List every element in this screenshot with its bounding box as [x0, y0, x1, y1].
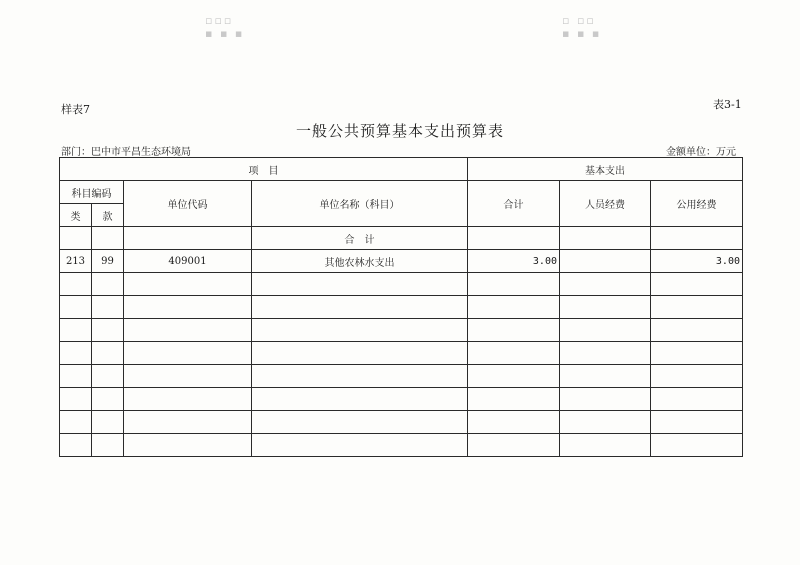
- amount-unit-label: 金额单位：万元: [666, 147, 736, 158]
- cell-class: 213: [60, 250, 92, 273]
- empty-row: [60, 388, 743, 411]
- table-header-row: [60, 181, 743, 204]
- empty-row: [60, 273, 743, 296]
- department-label: 部门：巴中市平昌生态环境局: [61, 147, 191, 158]
- header-unit-code: 单位代码: [124, 181, 252, 227]
- group-header-basic-expenditure: 基本支出: [468, 158, 743, 181]
- header-total: 合计: [468, 181, 560, 227]
- header-unit-name: 单位名称（科目）: [252, 181, 468, 227]
- header-section: 款: [92, 204, 124, 227]
- empty-rows: [60, 273, 743, 457]
- empty-row: [60, 365, 743, 388]
- header-subject-code: 科目编码: [60, 181, 124, 204]
- table-row: [60, 250, 743, 273]
- table-group-header-row: [60, 158, 743, 181]
- cell-section: 99: [92, 250, 124, 273]
- header-class: 类: [60, 204, 92, 227]
- empty-row: [60, 342, 743, 365]
- empty-row: [60, 434, 743, 457]
- header-personnel-expense: 人员经费: [560, 181, 651, 227]
- cell-unit-code: 409001: [124, 250, 252, 273]
- total-row: [60, 227, 743, 250]
- empty-row: [60, 319, 743, 342]
- empty-row: [60, 296, 743, 319]
- table-number: 表3-1: [713, 98, 742, 111]
- scan-smudge-right: ▫ ▫▫ ▪ ▪ ▪: [562, 14, 602, 40]
- empty-row: [60, 411, 743, 434]
- cell-public: 3.00: [651, 250, 743, 273]
- cell-unit-name: 其他农林水支出: [252, 250, 468, 273]
- cell-total: 3.00: [468, 250, 560, 273]
- scan-smudge-left: ▫▫▫ ▪ ▪ ▪: [205, 14, 245, 40]
- group-header-item: 项 目: [60, 158, 468, 181]
- page-title: 一般公共预算基本支出预算表: [295, 122, 504, 140]
- sample-label: 样表7: [61, 103, 90, 116]
- cell-personnel: [560, 250, 651, 273]
- budget-table: [59, 157, 743, 457]
- header-public-expense: 公用经费: [651, 181, 743, 227]
- total-row-label: 合 计: [252, 227, 468, 250]
